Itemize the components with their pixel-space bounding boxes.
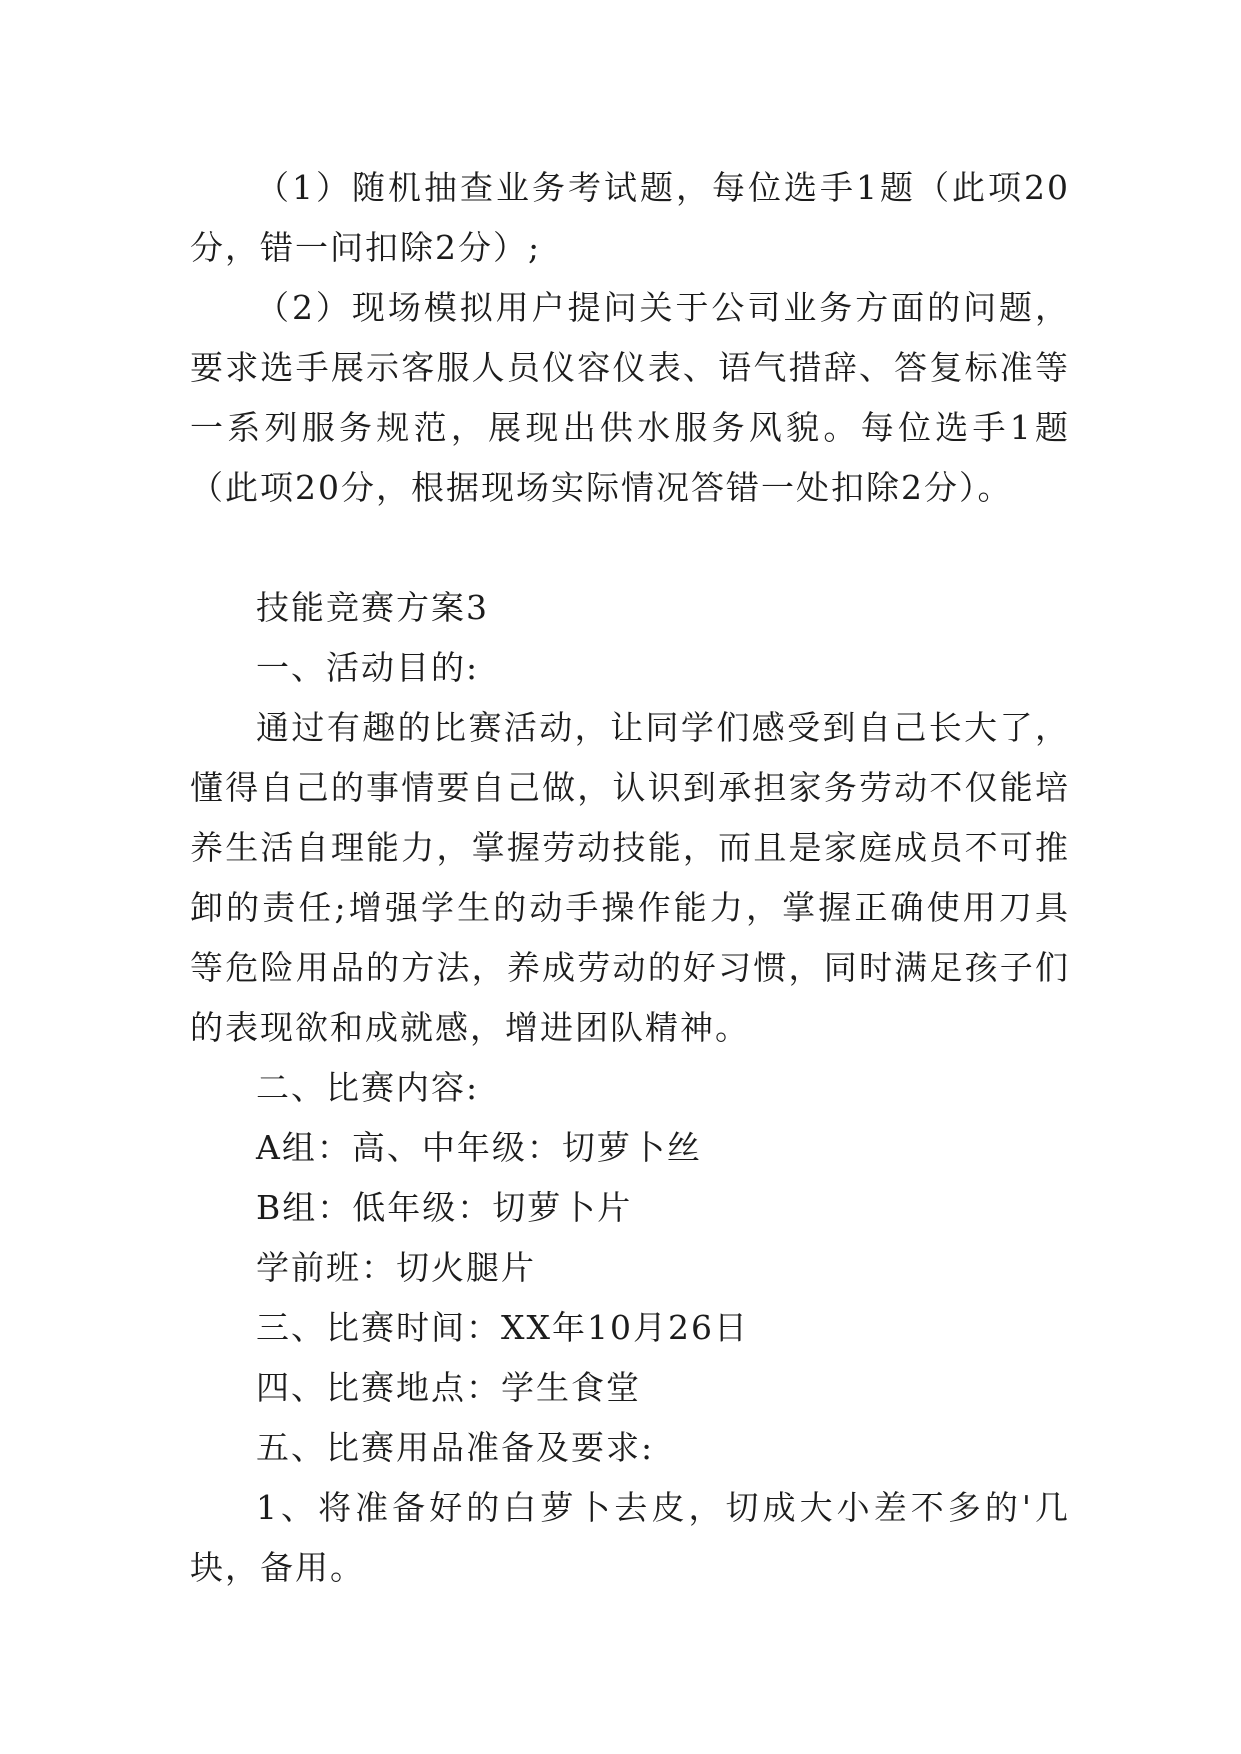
heading-purpose: 一、活动目的: <box>256 648 480 687</box>
content-item-preschool: 学前班：切火腿片 <box>256 1248 536 1287</box>
document-body <box>190 158 1070 1598</box>
section-title: 技能竞赛方案3 <box>256 588 489 627</box>
paragraph-item-2: （2）现场模拟用户提问关于公司业务方面的问题，要求选手展示客服人员仪容仪表、语气措辞、答复标准等一系列服务规范，展现出供水服务风貌。每位选手1题（此项20分，根据现场实际情况答错一处扣除2分）。 <box>190 288 1070 507</box>
supplies-item-1: 1、将准备好的白萝卜去皮，切成大小差不多的'几块，备用。 <box>190 1488 1070 1587</box>
content-item-group-b: B组：低年级：切萝卜片 <box>256 1188 633 1227</box>
heading-contest-content: 二、比赛内容: <box>256 1068 480 1107</box>
heading-supplies: 五、比赛用品准备及要求: <box>256 1428 655 1467</box>
contest-place: 四、比赛地点：学生食堂 <box>256 1368 641 1407</box>
section-spacer <box>190 518 1070 578</box>
purpose-paragraph: 通过有趣的比赛活动，让同学们感受到自己长大了，懂得自己的事情要自己做，认识到承担家务劳动不仅能培养生活自理能力，掌握劳动技能，而且是家庭成员不可推卸的责任;增强学生的动手操作能力，掌握正确使用刀具等危险用品的方法，养成劳动的好习惯，同时满足孩子们的表现欲和成就感，增进团队精神。 <box>190 708 1070 1047</box>
contest-time: 三、比赛时间：XX年10月26日 <box>256 1308 749 1347</box>
content-item-group-a: A组：高、中年级：切萝卜丝 <box>256 1128 702 1167</box>
paragraph-item-1: （1）随机抽查业务考试题，每位选手1题（此项20分，错一问扣除2分）; <box>190 168 1070 267</box>
